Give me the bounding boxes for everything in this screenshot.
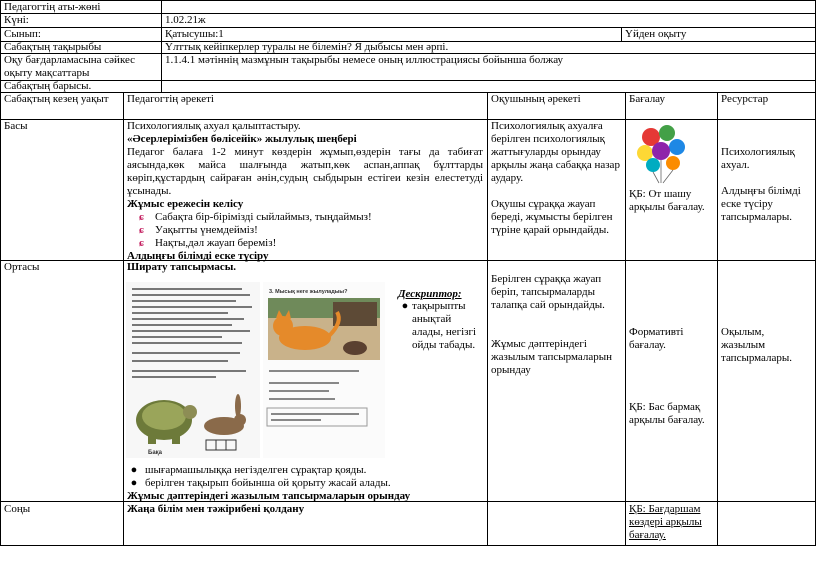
warm-circle-text: Педагог балаға 1-2 минут көздерін жұмып,өздерін тағы да табиғат аясында,көк майса шалғында жатып,көк аспан,аппақ бұлттарды көріп,құстардың сайраған әнін,судың сыбдырын естігеи кезін елестетуді ұсынады. bbox=[127, 146, 483, 197]
start-student-text-2: Оқушы сұраққа жауап береді, жұмысты берілген түріне қарай орындайды. bbox=[491, 198, 613, 236]
column-header-student: Оқушының әрекеті bbox=[491, 93, 581, 105]
bullet-dot-icon: ● bbox=[130, 477, 138, 489]
formative-assessment: Формативтi бағалау. bbox=[629, 326, 684, 351]
start-student-text-1: Психологиялық ахуалға берілген психологиялық жаттығуларды орындау арқылы жаңа сабаққа назар аудару. bbox=[491, 120, 620, 184]
grid-line bbox=[621, 27, 622, 41]
lesson-progress-label: Сабақтың барысы. bbox=[4, 80, 92, 92]
bullet-item: ● берілген тақырып бойынша ой қорыту жасай алады. bbox=[127, 477, 483, 490]
participants-value: Қатысушы:1 bbox=[165, 28, 224, 40]
thumb-assessment: ҚБ: Бас бармақ арқылы бағалау. bbox=[629, 401, 705, 426]
descriptor-item: ● тақырыпты анықтай алады, негізгі ойды табады. bbox=[398, 300, 484, 352]
recall-heading: Алдыңғы білімді еске түсіру bbox=[127, 250, 269, 262]
column-header-assessment: Бағалау bbox=[629, 93, 666, 105]
rule-item: ɕ Уақытты үнемдейміз! bbox=[139, 224, 258, 236]
traffic-light-assessment: ҚБ: Бағдаршам көздері арқылы бағалау. bbox=[629, 503, 702, 541]
start-assessment: ҚБ: От шашу арқылы бағалау. bbox=[629, 188, 705, 213]
resource-psych: Психологиялық ахуал. bbox=[721, 146, 795, 171]
column-header-stage: Сабақтың кезең уақыт bbox=[4, 93, 109, 105]
middle-teacher-bullets bbox=[127, 464, 483, 503]
column-header-teacher: Педагогтің әрекеті bbox=[127, 93, 214, 105]
apply-knowledge: Жаңа білім мен тәжірибені қолдану bbox=[127, 503, 305, 515]
goals-label: Оқу бағдарламасына сәйкес оқыту мақсаттары bbox=[4, 54, 136, 79]
teacher-name-label: Педагогтің аты-жөні bbox=[4, 1, 101, 13]
column-header-resources: Ресурстар bbox=[721, 93, 769, 105]
grid-line bbox=[0, 0, 1, 546]
grid-line bbox=[161, 0, 162, 92]
stage-start: Басы bbox=[4, 120, 28, 132]
resource-recall: Алдыңғы білімді еске түсіру тапсырмалары. bbox=[721, 185, 801, 223]
middle-student-text-1: Берілген сұраққа жауап беріп, тапсырмаларды талапқа сай орындайды. bbox=[491, 273, 605, 311]
grid-line bbox=[625, 92, 626, 546]
book-word-label: Бақа bbox=[148, 450, 162, 456]
spiral-bullet-icon: ɕ bbox=[139, 237, 144, 249]
descriptor-title: Дескриптор: bbox=[398, 288, 462, 300]
goals-value: 1.1.4.1 мәтіннің мазмұнын тақырыбы немесе оның иллюстрациясы бойынша болжау bbox=[165, 54, 564, 66]
learning-mode: Үйден оқыту bbox=[625, 28, 687, 40]
workbook-task: Жұмыс дәптеріндегі жазылым тапсырмаларын орындау bbox=[127, 490, 411, 502]
date-label: Күні: bbox=[4, 14, 29, 26]
textbook-page-right bbox=[263, 282, 385, 458]
topic-value: Үлттық кейіпкерлер туралы не білемін? Я дыбысы мен әрпі. bbox=[165, 41, 449, 53]
rule-item: ɕ Сабақта бір-бірімізді сыйлаймыз, тыңдаймыз! bbox=[139, 211, 372, 223]
grid-line bbox=[0, 80, 816, 81]
grid-line bbox=[0, 27, 816, 28]
grid-line bbox=[0, 13, 816, 14]
grid-line bbox=[123, 92, 124, 546]
warm-circle-title: «Әсерлерімізбен бөлісейік» жылулық шеңбері bbox=[127, 133, 357, 145]
spiral-bullet-icon: ɕ bbox=[139, 211, 144, 223]
stage-middle: Ортасы bbox=[4, 261, 40, 273]
stage-end: Соңы bbox=[4, 503, 31, 515]
middle-student-cell bbox=[491, 273, 623, 377]
bullet-dot-icon: ● bbox=[130, 464, 138, 476]
rules-title: Жұмыс ережесін келісу bbox=[127, 198, 244, 210]
psych-climate-line: Психологиялық ахуал қалыптастыру. bbox=[127, 120, 301, 132]
grid-line bbox=[0, 0, 816, 1]
start-resources bbox=[721, 146, 813, 224]
task-title: Ширату тапсырмасы. bbox=[127, 261, 237, 273]
start-student-cell bbox=[491, 120, 623, 237]
start-teacher-cell bbox=[127, 120, 483, 263]
spiral-bullet-icon: ɕ bbox=[139, 224, 144, 236]
class-label: Сынып: bbox=[4, 28, 41, 40]
topic-label: Сабақтың тақырыбы bbox=[4, 41, 102, 53]
grid-line bbox=[487, 92, 488, 546]
grid-line bbox=[717, 92, 718, 546]
date-value: 1.02.21ж bbox=[165, 14, 206, 26]
textbook-page-left bbox=[126, 282, 260, 458]
middle-resources: Оқылым, жазылым тапсырмалары. bbox=[721, 326, 793, 364]
bullet-dot-icon: ● bbox=[401, 300, 409, 312]
middle-student-text-2: Жұмыс дәптеріндегі жазылым тапсырмаларын орындау bbox=[491, 338, 612, 376]
fireworks-balloons-image bbox=[633, 123, 689, 185]
rule-item: ɕ Нақты,дәл жауап береміз! bbox=[139, 237, 277, 249]
book-task-label: 3. Мысық неге жылуладыы? bbox=[269, 289, 348, 295]
bullet-item: ● шығармашылыққа негізделген сұрақтар қояды. bbox=[127, 464, 483, 477]
